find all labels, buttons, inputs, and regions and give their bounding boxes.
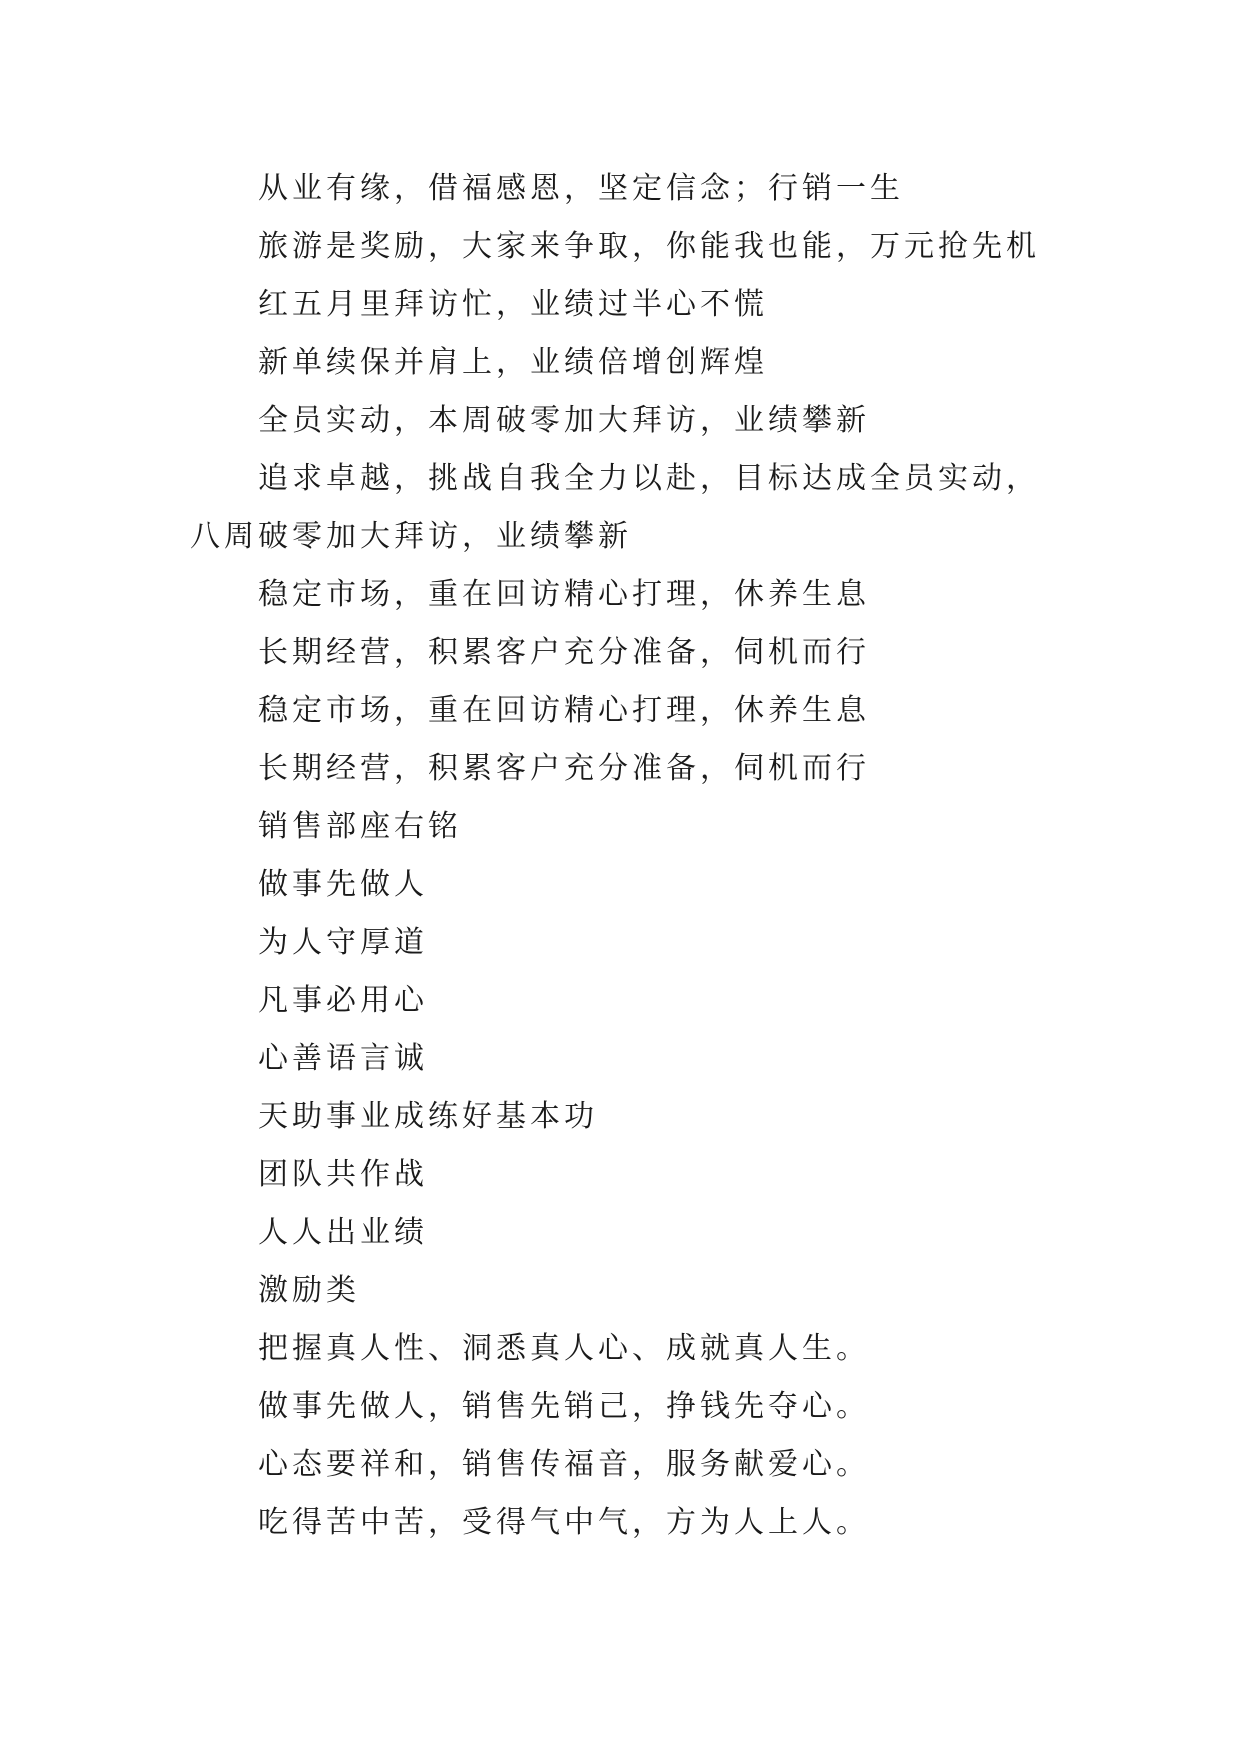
paragraph: 稳定市场，重在回访精心打理，休养生息	[258, 577, 870, 612]
paragraph: 把握真人性、洞悉真人心、成就真人生。	[258, 1331, 870, 1366]
paragraph: 全员实动，本周破零加大拜访，业绩攀新	[258, 403, 870, 438]
paragraph: 追求卓越，挑战自我全力以赴，目标达成全员实动，八周破零加大拜访，业绩攀新	[190, 461, 1040, 554]
paragraph: 吃得苦中苦，受得气中气，方为人上人。	[258, 1505, 870, 1540]
paragraph: 长期经营，积累客户充分准备，伺机而行	[258, 751, 870, 786]
paragraph: 长期经营，积累客户充分准备，伺机而行	[258, 635, 870, 670]
paragraph: 从业有缘，借福感恩，坚定信念；行销一生	[258, 171, 904, 206]
paragraph: 凡事必用心	[258, 983, 428, 1018]
paragraph: 为人守厚道	[258, 925, 428, 960]
paragraph: 心善语言诚	[258, 1041, 428, 1076]
section-heading: 销售部座右铭	[258, 809, 462, 844]
paragraph: 团队共作战	[258, 1157, 428, 1192]
paragraph: 心态要祥和，销售传福音，服务献爱心。	[258, 1447, 870, 1482]
paragraph: 旅游是奖励，大家来争取，你能我也能，万元抢先机	[258, 229, 1040, 264]
paragraph: 做事先做人，销售先销己，挣钱先夺心。	[258, 1389, 870, 1424]
paragraph: 天助事业成练好基本功	[258, 1099, 598, 1134]
paragraph: 红五月里拜访忙，业绩过半心不慌	[258, 287, 768, 322]
paragraph: 稳定市场，重在回访精心打理，休养生息	[258, 693, 870, 728]
paragraph: 人人出业绩	[258, 1215, 428, 1250]
paragraph: 做事先做人	[258, 867, 428, 902]
paragraph: 新单续保并肩上，业绩倍增创辉煌	[258, 345, 768, 380]
document-body	[190, 160, 1062, 1552]
section-heading: 激励类	[258, 1273, 360, 1308]
